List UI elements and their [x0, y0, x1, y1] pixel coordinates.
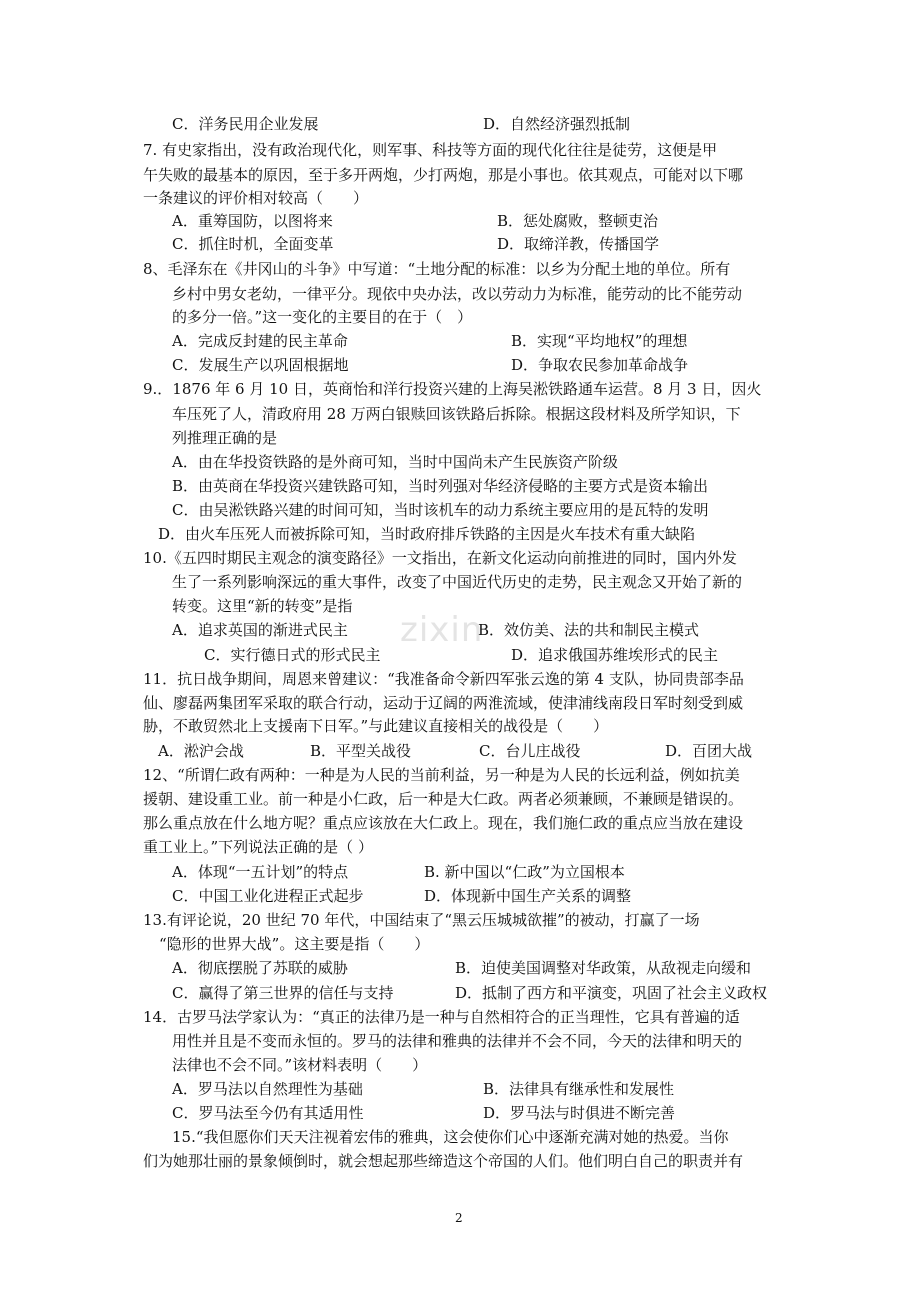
text-line: C．中国工业化进程正式起步	[172, 887, 364, 905]
text-line: 13.有评论说，20 世纪 70 年代，中国结束了“黑云压城城欲摧”的被动，打赢了一场	[143, 911, 700, 929]
text-line: D．百团大战	[665, 742, 753, 760]
text-line: 列推理正确的是	[172, 429, 278, 447]
text-line: C．洋务民用企业发展	[172, 115, 319, 133]
text-line: D．取缔洋教，传播国学	[497, 235, 660, 253]
text-line: A．淞沪会战	[158, 742, 244, 760]
watermark: zixin	[400, 610, 484, 650]
text-line: B．效仿美、法的共和制民主模式	[478, 621, 700, 639]
text-line: 们为她那壮丽的景象倾倒时，就会想起那些缔造这个帝国的人们。他们明白自己的职责并有	[143, 1152, 744, 1170]
text-line: C．台儿庄战役	[479, 742, 581, 760]
text-line: A．完成反封建的民主革命	[172, 332, 348, 350]
text-line: 15.“我但愿你们天天注视着宏伟的雅典，这会使你们心中逐渐充满对她的热爱。当你	[172, 1128, 729, 1146]
text-line: 午失败的最基本的原因，至于多开两炮，少打两炮，那是小事也。依其观点，可能对以下哪	[143, 166, 744, 184]
text-line: 援朝、建设重工业。前一种是小仁政，后一种是大仁政。两者必须兼顾，不兼顾是错误的。	[143, 790, 744, 808]
text-line: 的多分一倍。”这一变化的主要目的在于（ ）	[172, 308, 473, 326]
text-line: B．惩处腐败，整顿吏治	[497, 212, 659, 230]
text-line: 那么重点放在什么地方呢？重点应该放在大仁政上。现在，我们施仁政的重点应当放在建设	[143, 814, 744, 832]
text-line: D．自然经济强烈抵制	[483, 115, 631, 133]
text-line: 8、毛泽东在《井冈山的斗争》中写道：“土地分配的标准：以乡为分配土地的单位。所有	[143, 260, 731, 278]
text-line: D．体现新中国生产关系的调整	[424, 887, 632, 905]
text-line: 10.《五四时期民主观念的演变路径》一文指出，在新文化运动向前推进的同时，国内外发	[143, 549, 737, 567]
text-line: D．追求俄国苏维埃形式的民主	[511, 646, 719, 664]
text-line: A．罗马法以自然理性为基础	[172, 1080, 363, 1098]
text-line: 一条建议的评价相对较高（ ）	[143, 189, 369, 207]
text-line: C．发展生产以巩固根据地	[172, 356, 349, 374]
text-line: D．争取农民参加革命战争	[511, 356, 689, 374]
text-line: D．由火车压死人而被拆除可知，当时政府排斥铁路的主因是火车技术有重大缺陷	[158, 525, 696, 543]
text-line: A．由在华投资铁路的是外商可知，当时中国尚未产生民族资产阶级	[172, 453, 618, 471]
text-line: “隐形的世界大战”。这主要是指（ ）	[159, 935, 430, 953]
text-line: A．重筹国防，以图将来	[172, 212, 333, 230]
text-line: A．彻底摆脱了苏联的威胁	[172, 959, 348, 977]
text-line: C．赢得了第三世界的信任与支持	[172, 984, 394, 1002]
text-line: B．平型关战役	[310, 742, 412, 760]
text-line: 车压死了人，清政府用 28 万两白银赎回该铁路后拆除。根据这段材料及所学知识，下	[172, 405, 741, 423]
text-line: 乡村中男女老幼，一律平分。现依中央办法，改以劳动力为标准，能劳动的比不能劳动	[172, 285, 743, 303]
text-line: B．迫使美国调整对华政策，从敌视走向缓和	[455, 959, 752, 977]
text-line: 转变。这里“新的转变”是指	[172, 597, 353, 615]
text-line: C．抓住时机，全面变革	[172, 235, 334, 253]
text-line: 14．古罗马法学家认为：“真正的法律乃是一种与自然相符合的正当理性，它具有普遍的适	[143, 1008, 740, 1026]
text-line: B. 新中国以“仁政”为立国根本	[424, 863, 625, 881]
text-line: 7. 有史家指出，没有政治现代化，则军事、科技等方面的现代化往往是徒劳，这便是甲	[143, 141, 718, 159]
text-line: B．由英商在华投资兴建铁路可知，当时列强对华经济侵略的主要方式是资本输出	[172, 477, 709, 495]
page-number: 2	[455, 1211, 463, 1225]
text-line: 法律也不会不同。”该材料表明（ ）	[172, 1056, 428, 1074]
text-line: A．追求英国的渐进式民主	[172, 621, 348, 639]
text-line: 胁，不敢贸然北上支援南下日军。”与此建议直接相关的战役是（ ）	[143, 717, 609, 735]
text-line: 11．抗日战争期间，周恩来曾建议：“我准备命令新四军张云逸的第 4 支队，协同贵部李品	[143, 670, 744, 688]
text-line: C．实行德日式的形式民主	[204, 646, 381, 664]
text-line: D．罗马法与时俱进不断完善	[483, 1104, 676, 1122]
text-line: A．体现“一五计划”的特点	[172, 863, 349, 881]
text-line: B．法律具有继承性和发展性	[483, 1080, 675, 1098]
text-line: 9.．1876 年 6 月 10 日，英商怡和洋行投资兴建的上海吴淞铁路通车运营。8 月 3 日，因火	[143, 380, 762, 398]
text-line: 用性并且是不变而永恒的。罗马的法律和雅典的法律并不会不同，今天的法律和明天的	[172, 1032, 743, 1050]
text-line: 仙、廖磊两集团军采取的联合行动，运动于辽阔的两淮流域，使津浦线南段日军时刻受到威	[143, 694, 744, 712]
text-line: C．罗马法至今仍有其适用性	[172, 1104, 364, 1122]
text-line: 重工业上。”下列说法正确的是（ ）	[143, 838, 373, 856]
text-line: C．由吴淞铁路兴建的时间可知，当时该机车的动力系统主要应用的是瓦特的发明	[172, 501, 709, 519]
text-line: B．实现“平均地权”的理想	[511, 332, 688, 350]
text-line: D．抵制了西方和平演变，巩固了社会主义政权	[455, 984, 768, 1002]
text-line: 12、“所谓仁政有两种：一种是为人民的当前利益，另一种是为人民的长远利益，例如抗美	[143, 766, 740, 784]
text-line: 生了一系列影响深远的重大事件，改变了中国近代历史的走势，民主观念又开始了新的	[172, 573, 743, 591]
